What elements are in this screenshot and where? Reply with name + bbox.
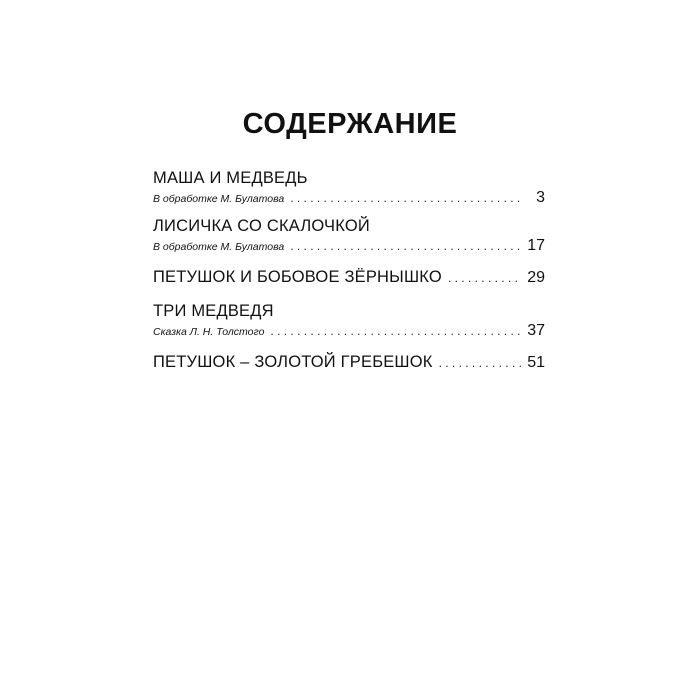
toc-entry-subtitle: В обработке М. Булатова bbox=[153, 193, 285, 205]
toc-entry-page: 29 bbox=[527, 269, 545, 286]
toc-entry bbox=[153, 267, 545, 287]
table-of-contents bbox=[153, 168, 545, 381]
toc-entry-row bbox=[153, 267, 545, 287]
toc-entry-title: ПЕТУШОК И БОБОВОЕ ЗЁРНЫШКО bbox=[153, 268, 442, 286]
toc-entry bbox=[153, 352, 545, 372]
toc-entry-subtitle: В обработке М. Булатова bbox=[153, 241, 285, 253]
toc-entry-row bbox=[153, 352, 545, 372]
toc-entry-subtitle: Сказка Л. Н. Толстого bbox=[153, 326, 265, 338]
toc-entry-title: ПЕТУШОК – ЗОЛОТОЙ ГРЕБЕШОК bbox=[153, 353, 433, 371]
dot-leader bbox=[439, 356, 521, 370]
toc-entry bbox=[153, 168, 545, 207]
toc-entry-row bbox=[153, 237, 545, 255]
toc-entry bbox=[153, 216, 545, 255]
dot-leader bbox=[270, 324, 521, 338]
toc-entry-title: МАША И МЕДВЕДЬ bbox=[153, 169, 308, 187]
toc-entry-title: ЛИСИЧКА СО СКАЛОЧКОЙ bbox=[153, 217, 370, 235]
toc-entry-row bbox=[153, 189, 545, 207]
toc-entry bbox=[153, 301, 545, 340]
dot-leader bbox=[290, 191, 521, 205]
toc-entry-page: 37 bbox=[527, 322, 545, 339]
toc-entry-title: ТРИ МЕДВЕДЯ bbox=[153, 302, 274, 320]
dot-leader bbox=[448, 271, 521, 285]
page-title: СОДЕРЖАНИЕ bbox=[242, 108, 458, 140]
toc-entry-page: 17 bbox=[527, 237, 545, 254]
toc-entry-row bbox=[153, 322, 545, 340]
toc-entry-page: 51 bbox=[527, 354, 545, 371]
dot-leader bbox=[290, 239, 521, 253]
toc-entry-page: 3 bbox=[536, 189, 545, 206]
